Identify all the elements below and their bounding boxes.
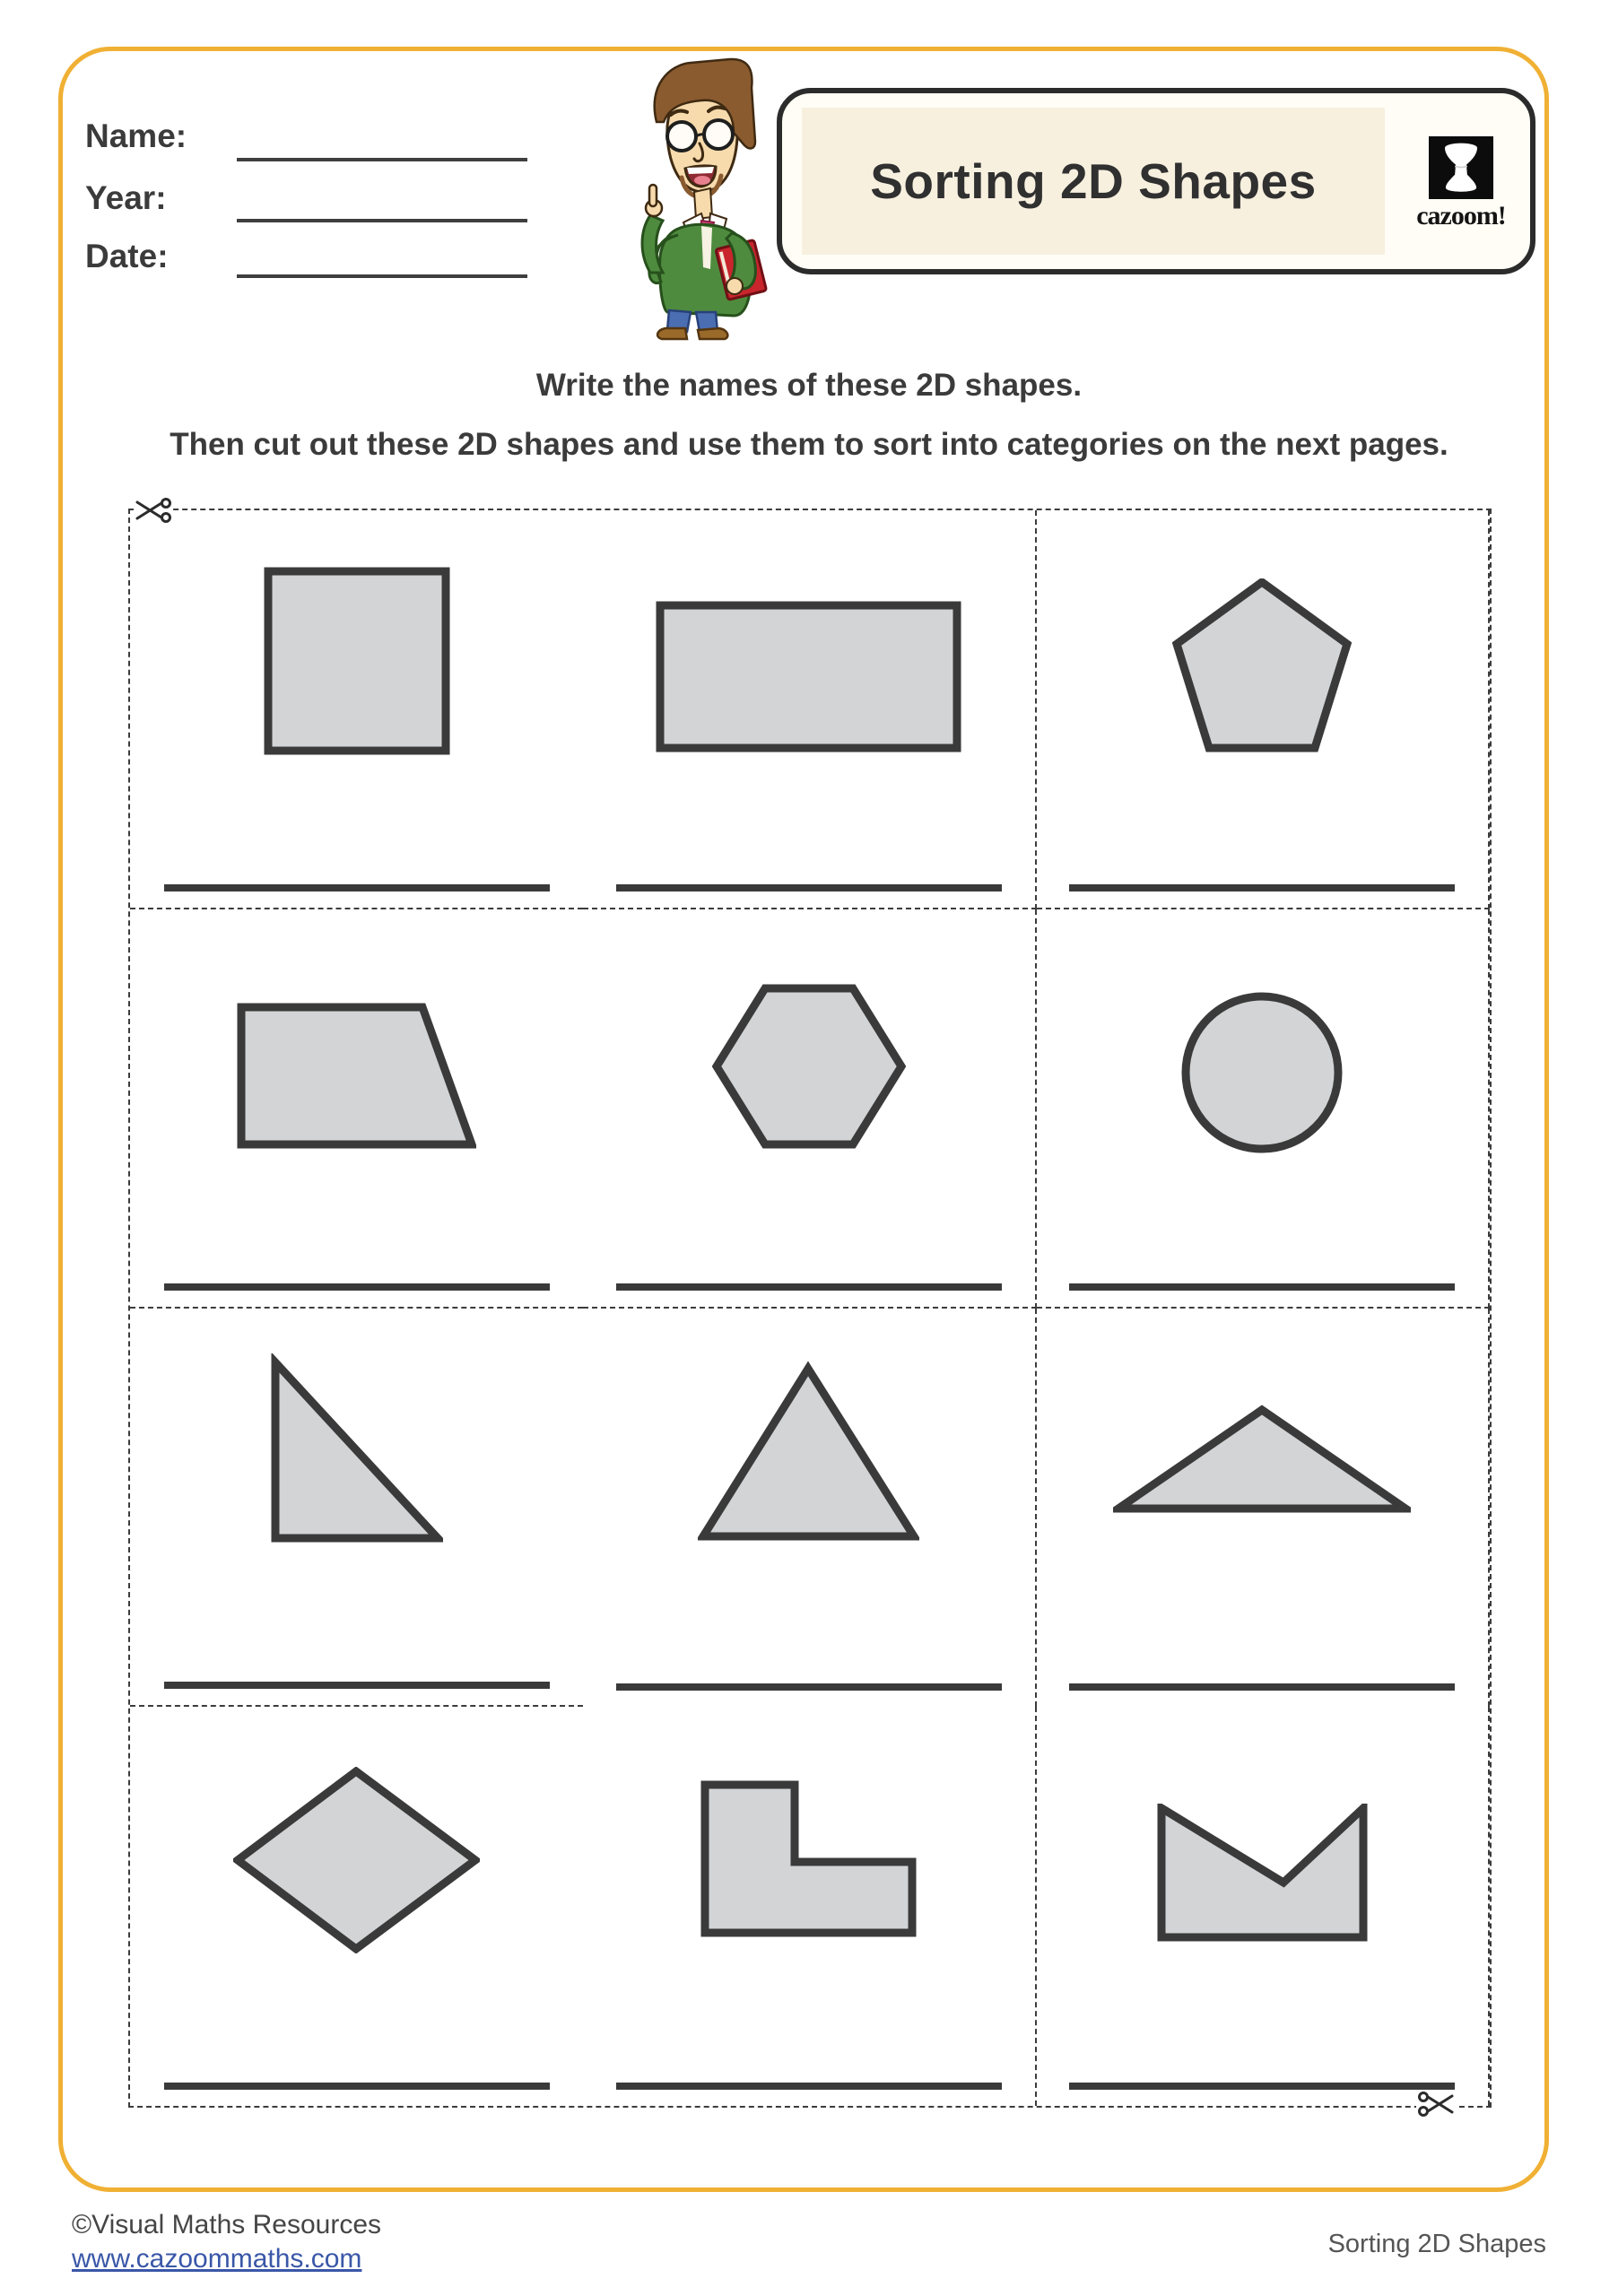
answer-line: [164, 2083, 550, 2090]
date-field-line: [237, 274, 527, 278]
trapezium-shape: [237, 1003, 476, 1149]
name-field-line: [237, 158, 527, 161]
name-field-label: Name:: [85, 117, 187, 154]
year-field-label: Year:: [85, 179, 167, 216]
answer-line: [616, 1683, 1002, 1691]
grid-cell-chevron: [1037, 1707, 1490, 2106]
title-banner: [777, 88, 1535, 274]
teacher-illustration: [626, 54, 779, 341]
l-shape-shape: [700, 1780, 917, 1937]
answer-line: [1069, 2083, 1455, 2090]
instruction-line-2: Then cut out these 2D shapes and use them to sort into categories on the next pages.: [170, 427, 1448, 462]
grid-cell-pentagon: [1037, 510, 1490, 909]
answer-line: [164, 1682, 550, 1689]
rhombus-shape: [233, 1767, 480, 1953]
page-title: Sorting 2D Shapes: [870, 153, 1317, 209]
grid-cell-l-shape: [583, 1707, 1036, 2106]
grid-cell-right-angled-triangle: [130, 1309, 583, 1708]
answer-line: [164, 884, 550, 891]
pentagon-shape: [1172, 578, 1352, 752]
grid-cell-square: [130, 510, 583, 909]
equilateral-triangle-shape: [698, 1361, 919, 1542]
right-angled-triangle-shape: [270, 1353, 443, 1544]
hexagon-shape: [712, 984, 906, 1149]
answer-line: [616, 884, 1002, 891]
footer-doc-title: Sorting 2D Shapes: [1327, 2230, 1546, 2258]
rectangle-shape: [656, 601, 961, 752]
grid-cell-equilateral-triangle: [583, 1309, 1036, 1708]
answer-line: [1069, 884, 1455, 891]
year-field-line: [237, 219, 527, 222]
grid-cell-rectangle: [583, 510, 1036, 909]
website-link[interactable]: www.cazoommaths.com: [72, 2244, 362, 2274]
grid-cell-rhombus: [130, 1707, 583, 2106]
brand-logo: [1406, 136, 1516, 231]
grid-cell-trapezium: [130, 909, 583, 1309]
instruction-line-1: Write the names of these 2D shapes.: [535, 368, 1083, 403]
footer-credits: [72, 2208, 381, 2276]
grid-cell-obtuse-triangle: [1037, 1309, 1490, 1708]
square-shape: [264, 567, 450, 755]
cut-out-grid: [128, 509, 1492, 2108]
grid-cell-circle: [1037, 909, 1490, 1309]
djembe-drum-icon: [1429, 136, 1493, 199]
chevron-shape: [1157, 1804, 1368, 1942]
answer-line: [164, 1283, 550, 1291]
answer-line: [616, 1283, 1002, 1291]
date-field-label: Date:: [85, 238, 169, 274]
circle-shape: [1181, 992, 1343, 1153]
answer-line: [1069, 1283, 1455, 1291]
brand-name: cazoom!: [1416, 201, 1506, 230]
copyright-text: ©Visual Maths Resources: [72, 2210, 382, 2239]
grid-cell-hexagon: [583, 909, 1036, 1309]
answer-line: [1069, 1683, 1455, 1691]
answer-line: [616, 2083, 1002, 2090]
title-background: [802, 108, 1385, 255]
obtuse-triangle-shape: [1113, 1404, 1411, 1515]
